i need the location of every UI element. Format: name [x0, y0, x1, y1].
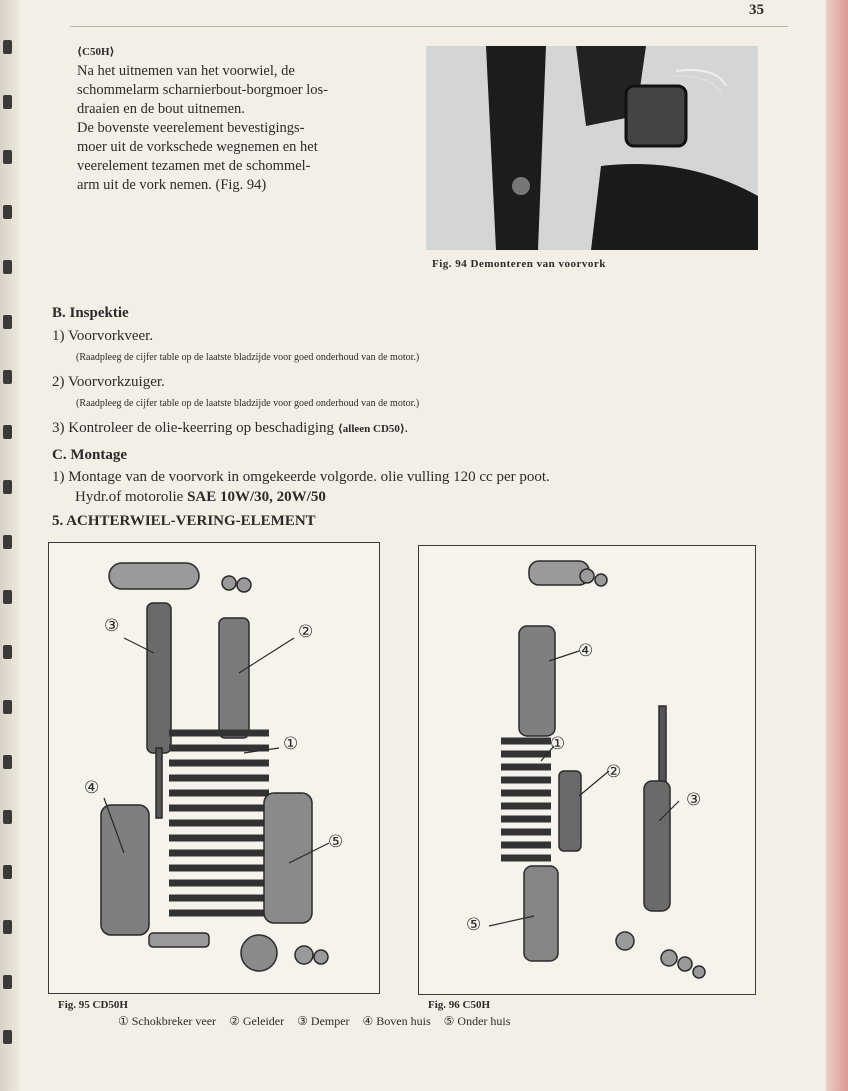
intro-line: Na het uitnemen van het voorwiel, de: [77, 63, 295, 79]
intro-line: draaien en de bout uitnemen.: [77, 101, 245, 117]
page-edge: [826, 0, 848, 1091]
spiral-binding: [0, 0, 20, 1091]
model-tag: ⟨C50H⟩: [77, 46, 115, 58]
section-5-heading: 5. ACHTERWIEL-VERING-ELEMENT: [52, 513, 316, 529]
legend-item: ① Schokbreker veer: [118, 1014, 217, 1028]
guide-tube: [219, 618, 249, 738]
callout-3: ③: [104, 616, 120, 635]
legend-item: ② Geleider: [229, 1014, 285, 1028]
parts-legend: [118, 1014, 520, 1029]
callout-2: ②: [298, 622, 314, 641]
intro-line: moer uit de vorkschede wegnemen en het: [77, 139, 318, 155]
section-b-heading: B. Inspektie: [52, 305, 129, 321]
damper-body: [644, 781, 670, 911]
assembly-line: [75, 489, 326, 506]
page-number: 35: [749, 2, 764, 18]
assembly-line: 1) Montage van de voorvork in omgekeerde volgorde. olie vulling 120 cc per poot.: [52, 469, 550, 485]
legend-item: ④ Boven huis: [362, 1014, 431, 1028]
intro-line: veerelement tezamen met de schommel-: [77, 158, 311, 174]
legend-item: ⑤ Onder huis: [443, 1014, 511, 1028]
callout-4: ④: [84, 778, 100, 797]
inspection-item: 2) Voorvorkzuiger.: [52, 374, 165, 390]
upper-housing: [519, 626, 555, 736]
inspection-item: 1) Voorvorkveer.: [52, 328, 154, 344]
callout-5: ⑤: [466, 915, 482, 934]
callout-2: ②: [606, 762, 622, 781]
inspection-item-text: 3) Kontroleer de olie-keerring op beschadiging: [52, 420, 334, 436]
top-bushing: [109, 563, 199, 589]
section-c-heading: C. Montage: [52, 447, 127, 463]
intro-line: arm uit de vork nemen. (Fig. 94): [77, 177, 267, 193]
callout-3: ③: [686, 790, 702, 809]
inspection-item: [52, 420, 408, 437]
legend-item: ③ Demper: [297, 1014, 350, 1028]
damper-rod: [156, 748, 162, 818]
guide: [559, 771, 581, 851]
oil-spec: SAE 10W/30, 20W/50: [187, 489, 326, 505]
model-tag: ⟨alleen CD50⟩.: [337, 423, 408, 435]
upper-housing: [264, 793, 312, 923]
fig95-diagram: [48, 542, 380, 994]
intro-line: schommelarm scharnierbout-borgmoer los-: [77, 82, 328, 98]
fig96-caption: Fig. 96 C50H: [428, 999, 491, 1011]
spring: [169, 733, 269, 913]
lower-housing: [101, 805, 149, 935]
inspection-note: (Raadpleeg de cijfer table op de laatste bladzijde voor goed onderhoud van de motor.): [76, 352, 420, 363]
callout-5: ⑤: [328, 832, 344, 851]
damper-body: [147, 603, 171, 753]
callout-4: ④: [578, 641, 594, 660]
intro-text: [77, 43, 397, 195]
fig94-photo: [426, 46, 758, 250]
lower-housing: [524, 866, 558, 961]
header-rule: [70, 26, 788, 27]
callout-1: ①: [283, 734, 299, 753]
fig94-caption: Fig. 94 Demonteren van voorvork: [432, 258, 606, 270]
oil-prefix: Hydr.of motorolie: [75, 489, 184, 505]
fig95-caption: Fig. 95 CD50H: [58, 999, 128, 1011]
intro-line: De bovenste veerelement bevestigings-: [77, 120, 305, 136]
callout-1: ①: [550, 734, 566, 753]
inspection-note: (Raadpleeg de cijfer table op de laatste bladzijde voor goed onderhoud van de motor.): [76, 398, 420, 409]
